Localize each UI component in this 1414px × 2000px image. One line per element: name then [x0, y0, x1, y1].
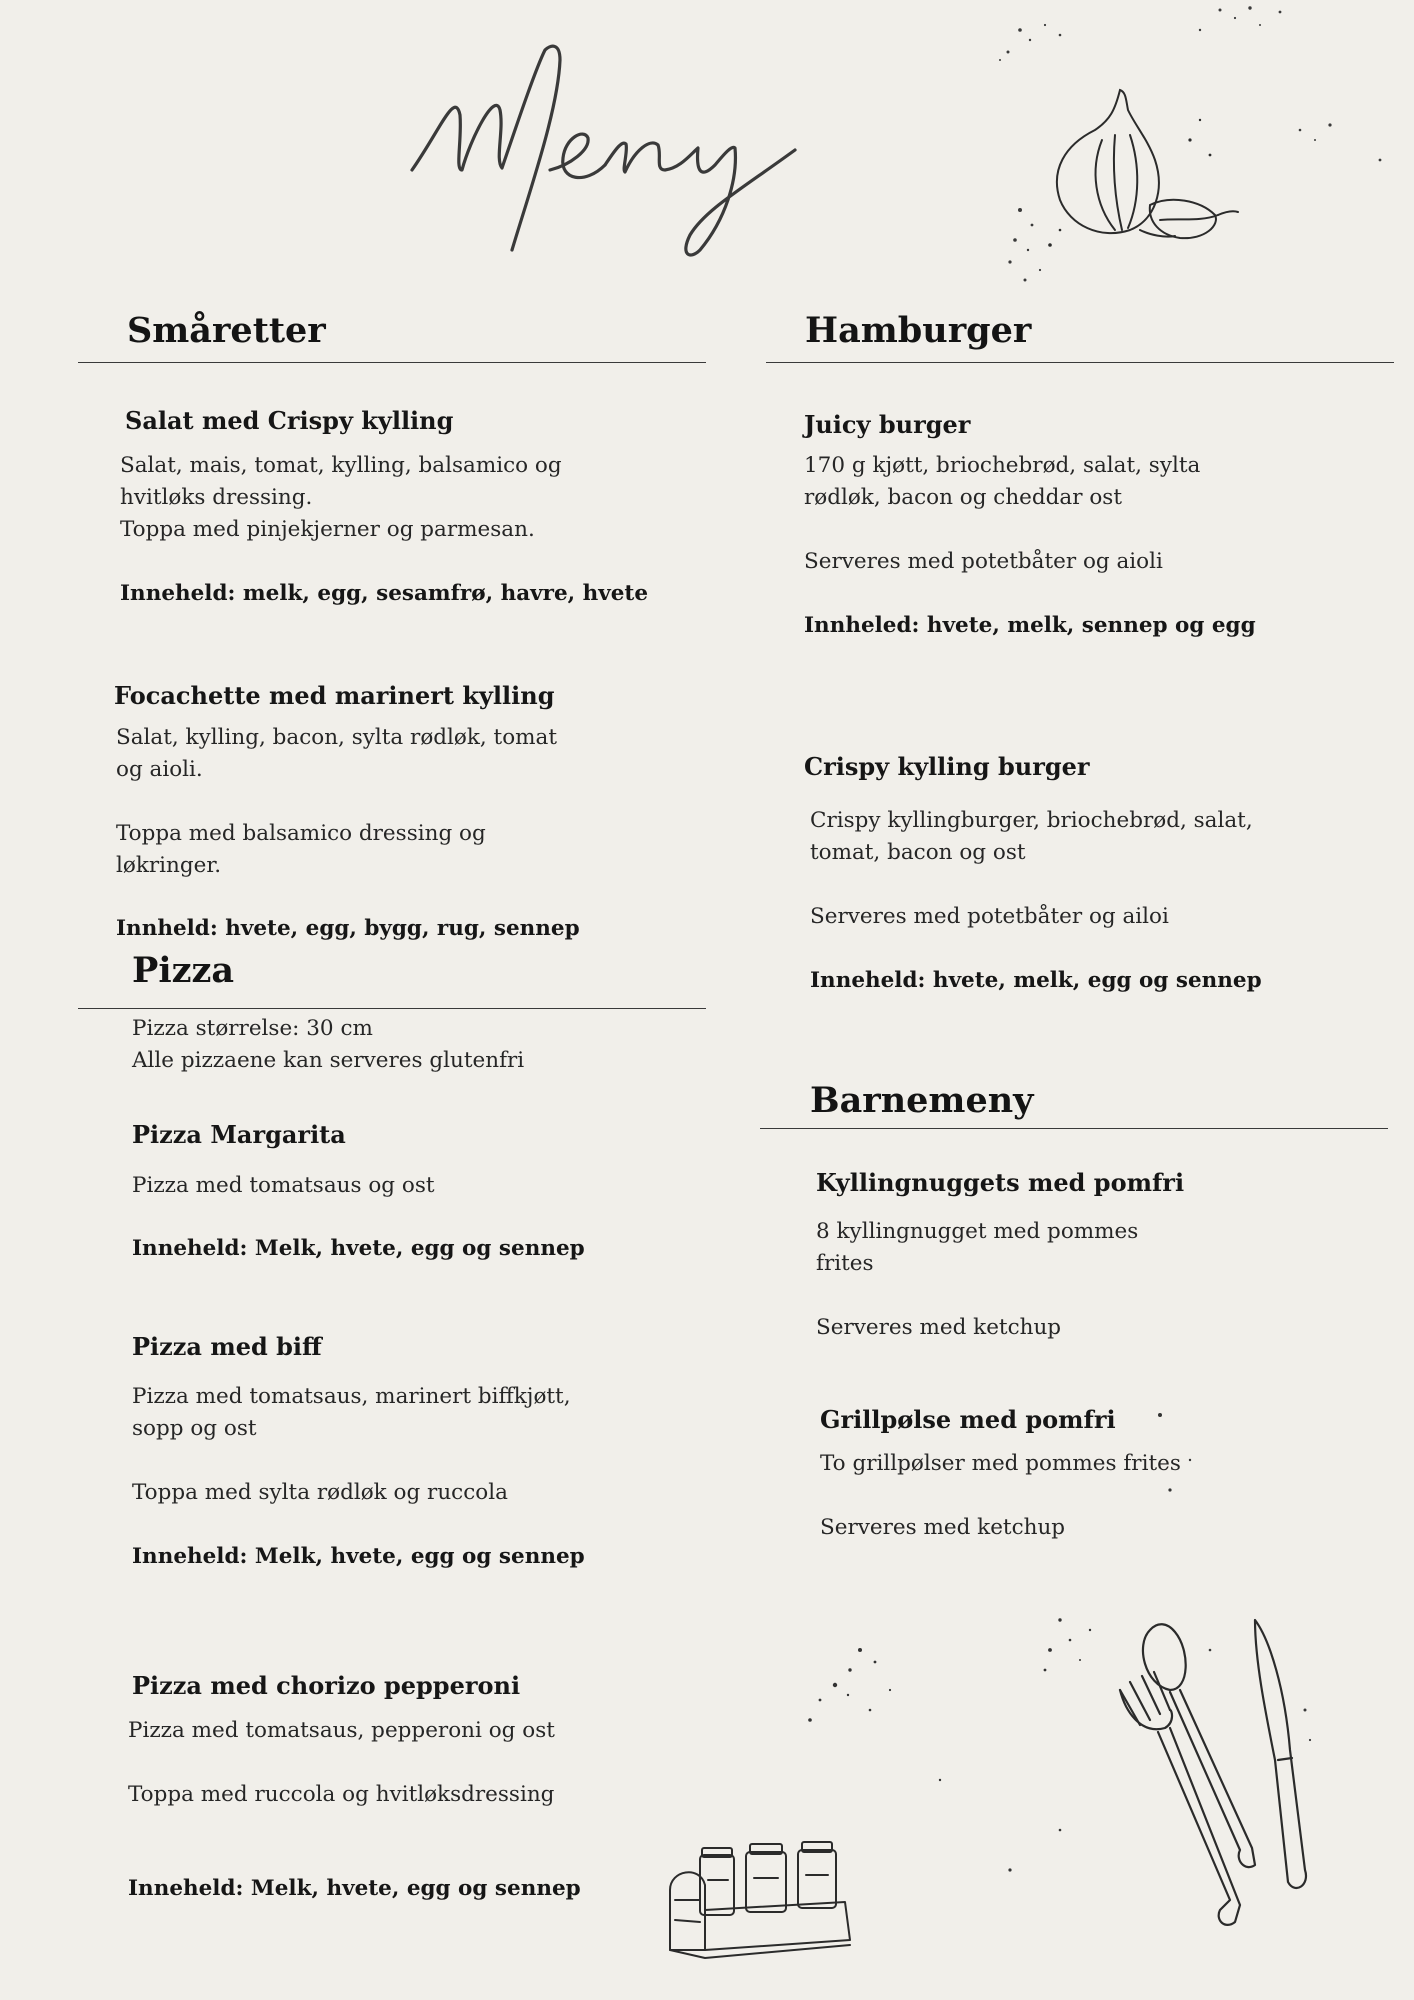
dish-name: Salat med Crispy kylling: [125, 406, 454, 435]
ink-speckles: [960, 0, 1400, 300]
dish-description: To grillpølser med pommes frites: [820, 1451, 1181, 1476]
ink-speckles: [760, 1400, 1200, 1920]
dish-allergens: Inneheld: hvete, melk, egg og sennep: [810, 968, 1262, 993]
dish-name: Pizza Margarita: [132, 1120, 346, 1149]
pizza-intro: Pizza størrelse: 30 cm Alle pizzaene kan serveres glutenfri: [132, 1016, 525, 1073]
dish-name: Crispy kylling burger: [804, 752, 1090, 781]
dish-description: Crispy kyllingburger, briochebrød, salat, tomat, bacon og ost: [810, 808, 1253, 865]
dish-allergens: Inneheld: melk, egg, sesamfrø, havre, hvete: [120, 581, 649, 606]
dish-extra: Toppa med balsamico dressing og løkringer.: [116, 821, 486, 878]
dish-description: Pizza med tomatsaus, marinert biffkjøtt, sopp og ost: [132, 1384, 571, 1441]
page-title-script: [400, 20, 800, 290]
dish-description: 170 g kjøtt, briochebrød, salat, sylta rødløk, bacon og cheddar ost: [804, 453, 1201, 510]
section-divider: [766, 362, 1394, 363]
dish-allergens: Inneheld: Melk, hvete, egg og sennep: [132, 1544, 585, 1569]
dish-description: Pizza med tomatsaus og ost: [132, 1173, 435, 1198]
section-divider: [760, 1128, 1388, 1129]
dish-description: Pizza med tomatsaus, pepperoni og ost: [128, 1718, 555, 1743]
section-heading-smaretter: Småretter: [127, 310, 326, 351]
dish-name: Pizza med biff: [132, 1332, 322, 1361]
dish-name: Pizza med chorizo pepperoni: [132, 1671, 521, 1700]
dish-name: Grillpølse med pomfri: [820, 1405, 1116, 1434]
dish-allergens: Innheld: hvete, egg, bygg, rug, sennep: [116, 916, 580, 941]
dish-name: Kyllingnuggets med pomfri: [816, 1168, 1185, 1197]
dish-allergens: Inneheld: Melk, hvete, egg og sennep: [128, 1876, 581, 1901]
dish-name: Focachette med marinert kylling: [114, 681, 555, 710]
section-heading-pizza: Pizza: [132, 950, 235, 991]
section-heading-hamburger: Hamburger: [805, 310, 1032, 351]
dish-description: Salat, mais, tomat, kylling, balsamico og hvitløks dressing. Toppa med pinjekjerner og parmesan.: [120, 453, 562, 542]
dish-description: Salat, kylling, bacon, sylta rødløk, tomat og aioli.: [116, 725, 557, 782]
dish-allergens: Innheled: hvete, melk, sennep og egg: [804, 613, 1256, 638]
dish-extra: Serveres med ketchup: [816, 1315, 1062, 1340]
dish-name: Juicy burger: [804, 410, 971, 439]
dish-extra: Serveres med potetbåter og aioli: [804, 549, 1163, 574]
section-divider: [78, 362, 706, 363]
dish-extra: Serveres med ketchup: [820, 1515, 1066, 1540]
dish-extra: Toppa med sylta rødløk og ruccola: [132, 1480, 508, 1505]
dish-description: 8 kyllingnugget med pommes frites: [816, 1219, 1139, 1276]
section-divider: [78, 1008, 706, 1009]
dish-extra: Toppa med ruccola og hvitløksdressing: [128, 1782, 555, 1807]
dish-extra: Serveres med potetbåter og ailoi: [810, 904, 1169, 929]
dish-allergens: Inneheld: Melk, hvete, egg og sennep: [132, 1236, 585, 1261]
section-heading-barnemeny: Barnemeny: [810, 1080, 1034, 1121]
